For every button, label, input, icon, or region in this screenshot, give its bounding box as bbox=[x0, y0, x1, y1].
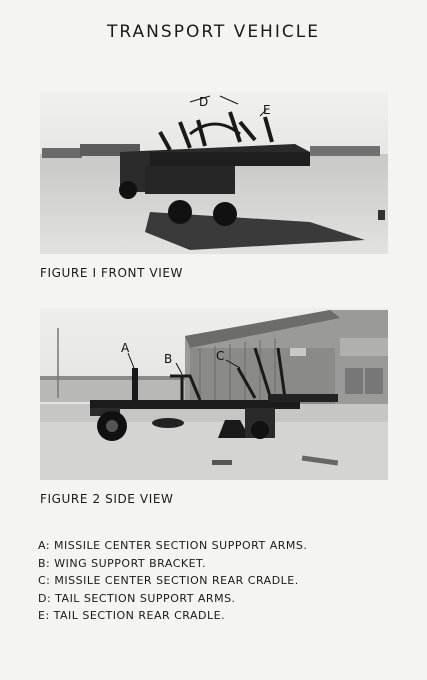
label-a: A bbox=[121, 341, 130, 355]
legend-item-a: A: MISSILE CENTER SECTION SUPPORT ARMS. bbox=[38, 539, 308, 552]
document-title: TRANSPORT VEHICLE bbox=[107, 22, 320, 42]
figure-2-caption: FIGURE 2 SIDE VIEW bbox=[40, 492, 174, 506]
legend-item-c: C: MISSILE CENTER SECTION REAR CRADLE. bbox=[38, 574, 299, 587]
figure-2-side-view-photo bbox=[40, 308, 388, 480]
legend-item-d: D: TAIL SECTION SUPPORT ARMS. bbox=[38, 591, 236, 605]
label-e: E bbox=[263, 103, 271, 117]
label-d: D bbox=[199, 95, 209, 109]
legend-item-b: B: WING SUPPORT BRACKET. bbox=[38, 556, 206, 570]
figure-1-front-view-photo bbox=[40, 92, 388, 254]
parts-legend bbox=[38, 537, 307, 625]
label-b: B bbox=[164, 352, 173, 366]
label-c: C bbox=[216, 349, 225, 363]
figure-1-caption: FIGURE I FRONT VIEW bbox=[40, 266, 184, 280]
legend-item-e: E: TAIL SECTION REAR CRADLE. bbox=[38, 609, 226, 622]
